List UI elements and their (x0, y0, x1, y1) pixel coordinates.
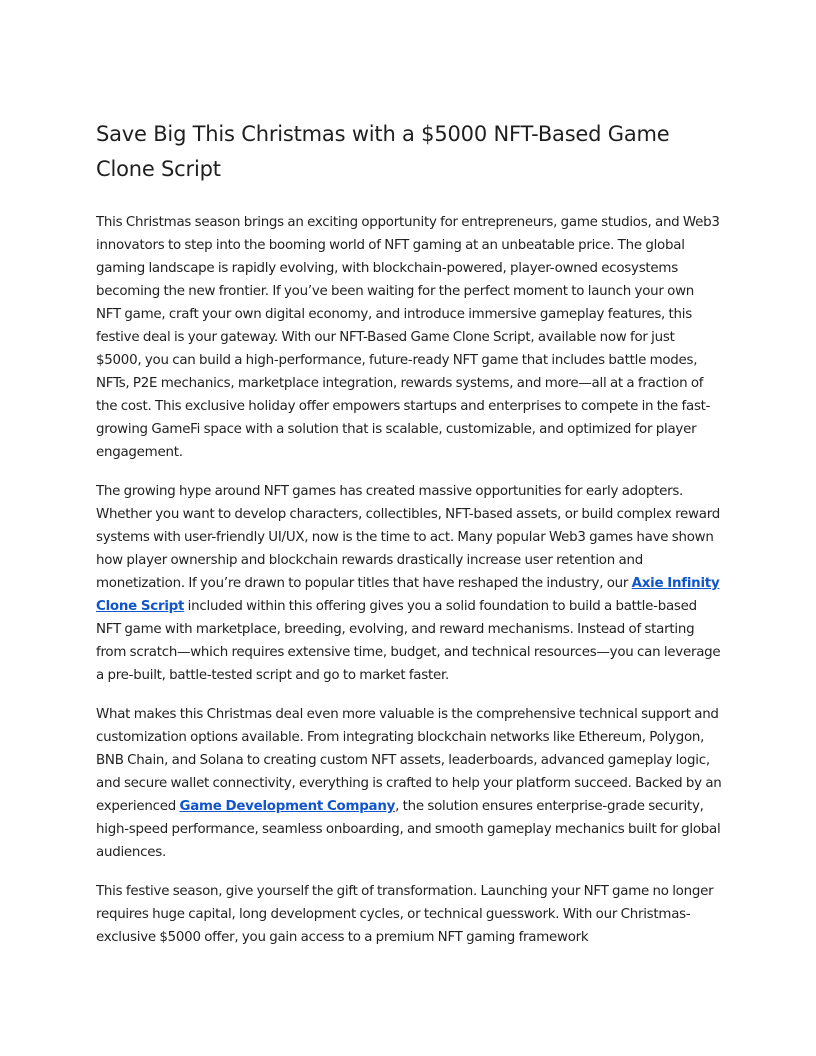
document-page (96, 117, 722, 965)
paragraph-hype (96, 480, 722, 687)
game-development-company-link[interactable]: Game Development Company (179, 799, 396, 814)
paragraph-text: The growing hype around NFT games has created massive opportunities for early adopters. Whether you want to develop characters, collectibles, NFT-based assets, or build complex reward systems with user-friendly UI/UX, now is the time to act. Many popular Web3 games have shown how player ownership and blockchain rewards drastically increase user retention and monetization. If you’re drawn to popular titles that have reshaped the industry, our (96, 484, 720, 591)
paragraph-support (96, 703, 722, 864)
paragraph-text: What makes this Christmas deal even more valuable is the comprehensive technical support and customization options available. From integrating blockchain networks like Ethereum, Polygon, BNB Chain, and Solana to creating custom NFT assets, leaderboards, advanced gameplay logic, and secure wallet connectivity, everything is crafted to help your platform succeed. Backed by an experienced (96, 707, 722, 814)
axie-infinity-clone-script-link[interactable]: Axie Infinity Clone Script (96, 576, 720, 614)
paragraph-text: included within this offering gives you a solid foundation to build a battle-based NFT game with marketplace, breeding, evolving, and reward mechanisms. Instead of starting from scratch—which requires extensive time, budget, and technical resources—you can leverage a pre-built, battle-tested script and go to market faster. (96, 599, 721, 683)
paragraph-text: , the solution ensures enterprise-grade security, high-speed performance, seamless onboarding, and smooth gameplay mechanics built for global audiences. (96, 799, 721, 860)
document-title: Save Big This Christmas with a $5000 NFT-Based Game Clone Script (96, 122, 670, 181)
paragraph-festive: This festive season, give yourself the gift of transformation. Launching your NFT game no longer requires huge capital, long development cycles, or technical guesswork. With our Christmas-exclusive $5000 offer, you gain access to a premium NFT gaming framework (96, 884, 714, 945)
paragraph-intro: This Christmas season brings an exciting opportunity for entrepreneurs, game studios, and Web3 innovators to step into the booming world of NFT gaming at an unbeatable price. The global gaming landscape is rapidly evolving, with blockchain-powered, player-owned ecosystems becoming the new frontier. If you’ve been waiting for the perfect moment to launch your own NFT game, craft your own digital economy, and introduce immersive gameplay features, this festive deal is your gateway. With our NFT-Based Game Clone Script, available now for just $5000, you can build a high-performance, future-ready NFT game that includes battle modes, NFTs, P2E mechanics, marketplace integration, rewards systems, and more—all at a fraction of the cost. This exclusive holiday offer empowers startups and enterprises to compete in the fast-growing GameFi space with a solution that is scalable, customizable, and optimized for player engagement. (96, 215, 720, 460)
